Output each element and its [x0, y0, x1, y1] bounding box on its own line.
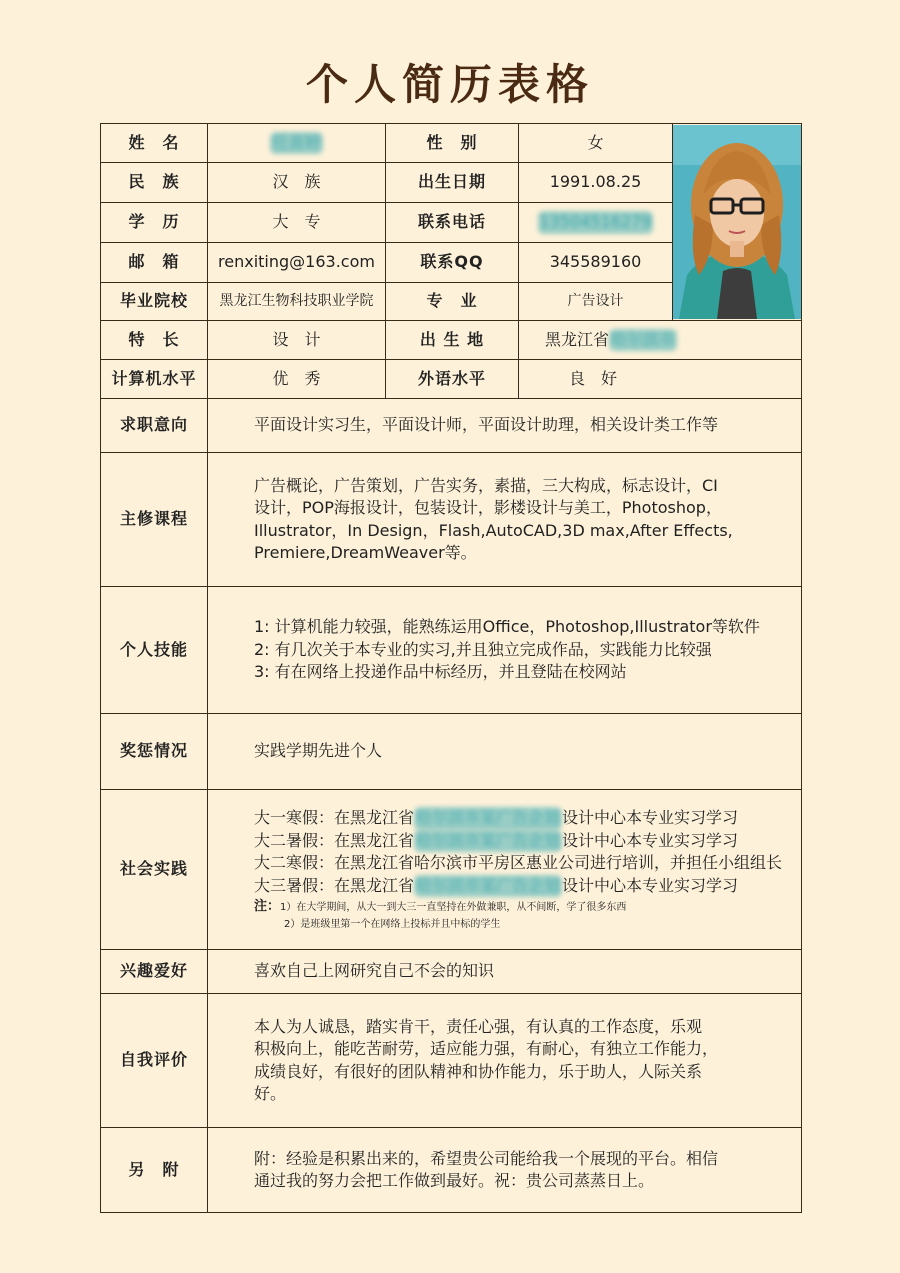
skills-line: 1: 计算机能力较强，能熟练运用Office，Photoshop,Illustrator等软件 [254, 617, 760, 637]
gender-value: 女 [519, 124, 673, 163]
skills-line: 3: 有在网络上投递作品中标经历，并且登陆在校网站 [254, 662, 627, 682]
major-label: 专 业 [386, 283, 519, 321]
school-label: 毕业院校 [101, 283, 208, 321]
email-value: renxiting@163.com [208, 243, 386, 283]
courses-line: 设计，POP海报设计，包装设计，影楼设计与美工，Photoshop， [254, 498, 722, 518]
birthplace-redacted: 哈尔滨市 [609, 329, 677, 351]
education-value: 大 专 [208, 203, 386, 243]
row-computer-language [101, 360, 802, 399]
skills-line: 2: 有几次关于本专业的实习,并且独立完成作品，实践能力比较强 [254, 639, 712, 659]
specialty-value: 设 计 [208, 321, 386, 360]
hobby-text: 喜欢自己上网研究自己不会的知识 [208, 950, 802, 994]
phone-redacted: 13504516279 [538, 211, 654, 233]
practice-note: 注：1）在大学期间，从大一到大三一直坚持在外做兼职，从不间断，学了很多东西 [254, 899, 627, 915]
computer-value: 优 秀 [208, 360, 386, 399]
row-appendix [101, 1128, 802, 1213]
major-value: 广告设计 [519, 283, 673, 321]
practice-label: 社会实践 [101, 790, 208, 950]
practice-item: 大三暑假：在黑龙江省 哈尔滨市某广告企划 设计中心本专业实习学习 [254, 875, 787, 897]
courses-line: Illustrator，In Design，Flash,AutoCAD,3D max,After Effects, [254, 520, 733, 540]
row-name-gender [101, 124, 802, 163]
school-value: 黑龙江生物科技职业学院 [208, 283, 386, 321]
portrait-image [673, 125, 801, 319]
hobby-label: 兴趣爱好 [101, 950, 208, 994]
self-eval-line: 本人为人诚恳，踏实肯干，责任心强，有认真的工作态度，乐观 [254, 1016, 703, 1036]
language-label: 外语水平 [386, 360, 519, 399]
phone-value [519, 203, 673, 243]
appendix-text [208, 1128, 802, 1213]
phone-label: 联系电话 [386, 203, 519, 243]
birthplace-value [519, 321, 802, 360]
row-hobby [101, 950, 802, 994]
objective-text: 平面设计实习生，平面设计师，平面设计助理，相关设计类工作等 [208, 399, 802, 453]
objective-label: 求职意向 [101, 399, 208, 453]
specialty-label: 特 长 [101, 321, 208, 360]
email-label: 邮 箱 [101, 243, 208, 283]
row-practice [101, 790, 802, 950]
row-awards [101, 714, 802, 790]
profile-photo [673, 125, 801, 319]
self-eval-line: 好。 [254, 1083, 287, 1103]
row-objective [101, 399, 802, 453]
courses-text [208, 453, 802, 587]
courses-line: 广告概论，广告策划，广告实务，素描，三大构成，标志设计，CI [254, 475, 718, 495]
appendix-line: 通过我的努力会把工作做到最好。祝：贵公司蒸蒸日上。 [254, 1171, 655, 1190]
gender-label: 性 别 [386, 124, 519, 163]
courses-label: 主修课程 [101, 453, 208, 587]
education-label: 学 历 [101, 203, 208, 243]
computer-label: 计算机水平 [101, 360, 208, 399]
self-eval-line: 积极向上，能吃苦耐劳，适应能力强，有耐心，有独立工作能力， [254, 1039, 719, 1059]
resume-table [100, 123, 802, 1213]
photo-cell [673, 124, 802, 321]
practice-item: 大二暑假：在黑龙江省 哈尔滨市某广告企划 设计中心本专业实习学习 [254, 830, 787, 852]
practice-text [208, 790, 802, 950]
skills-text [208, 587, 802, 714]
self-eval-line: 成绩良好，有很好的团队精神和协作能力，乐于助人，人际关系 [254, 1061, 703, 1081]
appendix-label: 另 附 [101, 1128, 208, 1213]
self-eval-label: 自我评价 [101, 994, 208, 1128]
self-eval-text [208, 994, 802, 1128]
birthplace-province: 黑龙江省 [545, 329, 610, 349]
practice-item: 大二寒假：在黑龙江省哈尔滨市平房区惠业公司进行培训，并担任小组组长 [254, 853, 783, 873]
language-value: 良 好 [519, 360, 802, 399]
awards-text: 实践学期先进个人 [208, 714, 802, 790]
skills-label: 个人技能 [101, 587, 208, 714]
awards-label: 奖惩情况 [101, 714, 208, 790]
qq-label: 联系QQ [386, 243, 519, 283]
birthplace-label: 出 生 地 [386, 321, 519, 360]
practice-note: 2）是班级里第一个在网络上投标并且中标的学生 [284, 918, 501, 930]
row-self-eval [101, 994, 802, 1128]
row-courses [101, 453, 802, 587]
ethnicity-label: 民 族 [101, 163, 208, 203]
qq-value: 345589160 [519, 243, 673, 283]
ethnicity-value: 汉 族 [208, 163, 386, 203]
name-redacted: 任喜婷 [270, 132, 322, 154]
courses-line: Premiere,DreamWeaver等。 [254, 542, 477, 562]
birthdate-label: 出生日期 [386, 163, 519, 203]
row-specialty-birthplace [101, 321, 802, 360]
name-value [208, 124, 386, 163]
row-skills [101, 587, 802, 714]
name-label: 姓 名 [101, 124, 208, 163]
practice-item: 大一寒假：在黑龙江省 哈尔滨市某广告企划 设计中心本专业实习学习 [254, 807, 787, 829]
page-title: 个人简历表格 [305, 60, 594, 109]
birthdate-value: 1991.08.25 [519, 163, 673, 203]
appendix-line: 附：经验是积累出来的，希望贵公司能给我一个展现的平台。相信 [254, 1148, 719, 1168]
